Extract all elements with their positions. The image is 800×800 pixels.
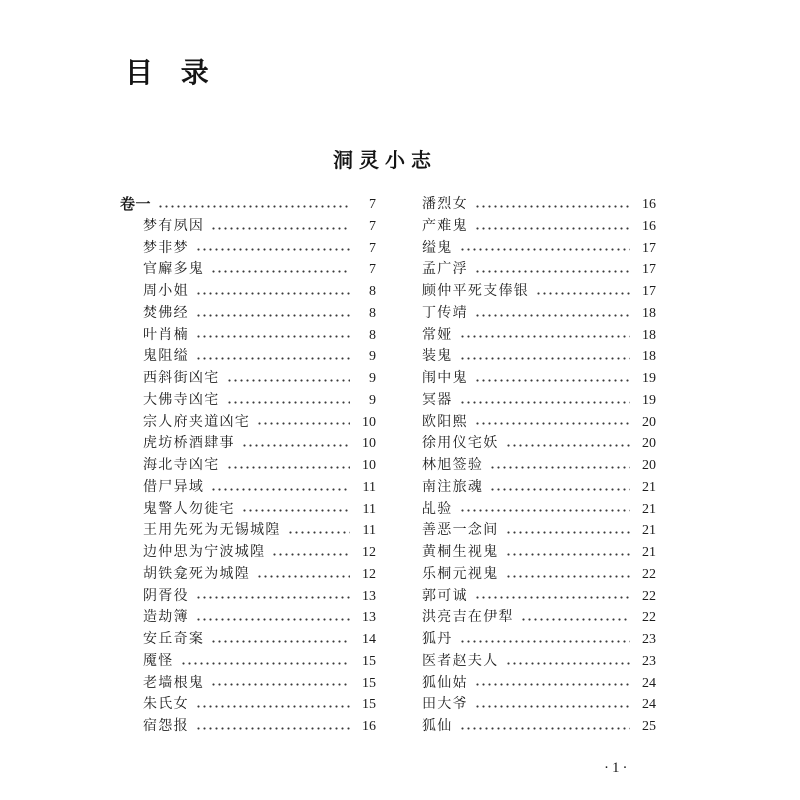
book-title: 洞灵小志 [333,148,437,172]
toc-entry-page: 18 [642,305,656,321]
toc-leader-dots [243,444,350,447]
toc-entry-title: 丁传靖 [422,305,468,321]
toc-entry [422,520,656,542]
toc-leader-dots [461,509,630,512]
toc-entry [422,629,656,651]
toc-entry [422,281,656,303]
toc-entry-page: 25 [642,719,656,734]
toc-entry [422,564,656,586]
toc-entry [120,325,376,347]
toc-entry [422,694,656,716]
toc-entry [422,651,656,673]
toc-entry-title: 官廨多鬼 [143,262,205,278]
toc-entry-title: 装鬼 [422,349,453,365]
toc-leader-dots [522,618,630,621]
toc-entry-title: 林旭签验 [422,458,484,473]
toc-entry [422,390,656,412]
toc-leader-dots [491,466,630,469]
toc-entry [120,259,376,281]
toc-leader-dots [197,248,350,251]
toc-entry-page: 21 [642,479,656,495]
toc-entry-title: 孟广浮 [422,262,468,278]
toc-leader-dots [212,270,350,273]
toc-leader-dots [461,335,630,338]
toc-entry [120,716,376,738]
toc-entry-title: 鬼阻缢 [143,349,189,365]
toc-entry-title: 造劫簿 [143,610,189,626]
toc-entry-page: 7 [369,262,376,278]
toc-leader-dots [228,379,351,382]
toc-leader-dots [476,683,630,686]
toc-entry-page: 20 [642,414,656,430]
toc-entry-title: 边仲思为宁波城隍 [143,545,266,560]
toc-entry [422,325,656,347]
toc-entry-title: 魇怪 [143,653,174,669]
toc-entry-page: 11 [362,501,376,517]
toc-entry [422,368,656,390]
toc-entry-page: 17 [642,262,656,278]
toc-entry [422,303,656,325]
toc-entry-title: 王用先死为无锡城隍 [143,523,281,539]
toc-entry-page: 11 [362,479,376,495]
toc-entry [120,346,376,368]
toc-entry-page: 17 [642,284,656,299]
toc-entry-title: 焚佛经 [143,305,189,321]
toc-entry-title: 借尸异域 [143,479,205,495]
toc-entry-title: 朱氏女 [143,697,189,713]
toc-entry-page: 9 [369,349,376,365]
toc-entry-page: 21 [642,501,656,517]
toc-leader-dots [461,640,630,643]
toc-entry [120,651,376,673]
toc-entry-title: 南注旅魂 [422,479,484,495]
toc-entry [120,412,376,434]
toc-entry-page: 10 [362,414,376,430]
toc-entry [422,433,656,455]
toc-leader-dots [476,705,630,708]
toc-entry [422,238,656,260]
toc-leader-dots [197,357,350,360]
toc-entry-page: 20 [642,458,656,473]
toc-entry-page: 15 [362,653,376,669]
toc-entry-title: 狐仙 [422,719,453,734]
toc-entry-title: 黄桐生视鬼 [422,545,499,560]
toc-entry-title: 欧阳熙 [422,414,468,430]
toc-entry-title: 大佛寺凶宅 [143,392,220,408]
toc-leader-dots [476,596,630,599]
toc-leader-dots [507,531,631,534]
toc-entry [422,216,656,238]
toc-leader-dots [258,422,350,425]
toc-leader-dots [507,662,631,665]
toc-entry-page: 24 [642,697,656,713]
toc-leader-dots [197,314,350,317]
toc-entry-title: 徐用仪宅妖 [422,436,499,452]
toc-entry-page: 18 [642,327,656,343]
toc-leader-dots [212,640,350,643]
toc-leader-dots [476,270,630,273]
toc-entry [120,586,376,608]
toc-leader-dots [507,553,631,556]
toc-leader-dots [228,466,351,469]
toc-entry-title: 郭可诚 [422,588,468,604]
toc-entry-page: 15 [362,697,376,713]
toc-entry [120,477,376,499]
toc-entry-page: 13 [362,610,376,626]
toc-entry [422,499,656,521]
toc-entry-page: 18 [642,349,656,365]
toc-entry-title: 虎坊桥酒肆事 [143,436,235,452]
toc-entry-page: 16 [642,197,656,212]
toc-entry [422,542,656,564]
toc-entry-page: 9 [369,371,376,386]
toc-leader-dots [197,596,350,599]
toc-leader-dots [212,488,350,491]
toc-column-right [422,194,656,738]
toc-entry-title: 老墙根鬼 [143,675,205,691]
toc-leader-dots [289,531,350,534]
toc-entry-title: 医者赵夫人 [422,653,499,669]
toc-leader-dots [197,335,350,338]
toc-entry-page: 21 [642,523,656,539]
toc-leader-dots [258,575,350,578]
toc-leader-dots [212,683,350,686]
toc-entry [422,607,656,629]
toc-entry [120,629,376,651]
toc-entry-title: 安丘奇案 [143,632,205,647]
toc-entry-page: 7 [369,240,376,256]
toc-entry-title: 洪亮吉在伊犁 [422,610,514,626]
page-number: ·1· [604,760,631,776]
toc-leader-dots [476,205,630,208]
toc-entry-page: 15 [362,675,376,691]
toc-leader-dots [197,292,350,295]
toc-entry [422,346,656,368]
toc-entry-page: 22 [642,610,656,626]
toc-leader-dots [159,205,350,208]
toc-leader-dots [476,379,630,382]
toc-entry-page: 10 [362,458,376,473]
toc-leader-dots [537,292,630,295]
toc-entry [120,238,376,260]
toc-entry-title: 宗人府夹道凶宅 [143,414,251,430]
toc-leader-dots [476,227,630,230]
toc-entry [422,673,656,695]
toc-entry-page: 22 [642,566,656,582]
toc-entry-title: 产难鬼 [422,218,468,234]
toc-volume-row [120,194,376,216]
toc-entry-page: 20 [642,436,656,452]
toc-heading: 目 录 [125,56,218,89]
toc-leader-dots [461,401,630,404]
toc-entry-page: 16 [642,218,656,234]
toc-entry [422,194,656,216]
toc-entry-title: 冥器 [422,392,453,408]
toc-leader-dots [476,422,630,425]
toc-entry-page: 23 [642,632,656,647]
toc-leader-dots [273,553,350,556]
toc-entry [120,694,376,716]
toc-entry-title: 海北寺凶宅 [143,458,220,473]
toc-entry-page: 9 [369,392,376,408]
toc-entry [422,716,656,738]
toc-entry-title: 顾仲平死支俸银 [422,284,530,299]
toc-entry-title: 周小姐 [143,284,189,299]
toc-leader-dots [507,575,631,578]
toc-entry-title: 善恶一念间 [422,523,499,539]
toc-entry [120,390,376,412]
toc-entry [422,586,656,608]
toc-entry-title: 潘烈女 [422,197,468,212]
toc-entry-title: 阴胥役 [143,588,189,604]
toc-volume-page: 7 [369,197,376,212]
toc-entry-title: 西斜街凶宅 [143,371,220,386]
toc-entry-title: 常娅 [422,327,453,343]
toc-entry [120,564,376,586]
toc-entry-page: 21 [642,545,656,560]
toc-entry-title: 乐桐元视鬼 [422,566,499,582]
toc-leader-dots [197,705,350,708]
toc-entry-page: 17 [642,240,656,256]
toc-entry [120,368,376,390]
toc-entry [422,412,656,434]
toc-entry-page: 19 [642,392,656,408]
toc-entry-page: 24 [642,675,656,691]
toc-entry-page: 13 [362,588,376,604]
toc-entry [120,607,376,629]
toc-entry-page: 23 [642,653,656,669]
toc-entry-page: 10 [362,436,376,452]
toc-entry [120,216,376,238]
toc-leader-dots [461,248,630,251]
toc-entry [120,499,376,521]
toc-entry-page: 12 [362,566,376,582]
toc-entry-page: 8 [369,284,376,299]
toc-entry [120,673,376,695]
toc-entry-title: 闱中鬼 [422,371,468,386]
toc-leader-dots [197,618,350,621]
toc-entry-title: 乩验 [422,501,453,517]
toc-entry-page: 11 [362,523,376,539]
toc-entry-title: 宿怨报 [143,719,189,734]
toc-entry-title: 田大爷 [422,697,468,713]
toc-entry-page: 16 [362,719,376,734]
toc-entry-title: 鬼警人勿徙宅 [143,501,235,517]
toc-leader-dots [182,662,350,665]
toc-leader-dots [491,488,630,491]
toc-entry [120,303,376,325]
toc-leader-dots [476,314,630,317]
toc-entry-title: 缢鬼 [422,240,453,256]
toc-leader-dots [461,357,630,360]
toc-entry [120,281,376,303]
toc-volume-title: 卷一 [120,195,152,213]
toc-entry-page: 12 [362,545,376,560]
toc-entry [120,542,376,564]
toc-leader-dots [197,727,350,730]
toc-entry [422,477,656,499]
toc-entry-title: 梦有夙因 [143,218,205,234]
toc-entry [422,455,656,477]
toc-entry-page: 22 [642,588,656,604]
toc-leader-dots [228,401,351,404]
toc-entry-title: 胡铁龛死为城隍 [143,566,251,582]
toc-entry-title: 狐仙姑 [422,675,468,691]
toc-entry-page: 8 [369,327,376,343]
toc-entry-title: 叶肖楠 [143,327,189,343]
toc-entry [422,259,656,281]
toc-leader-dots [461,727,630,730]
toc-entry-page: 8 [369,305,376,321]
toc-entry-title: 梦非梦 [143,240,189,256]
toc-leader-dots [507,444,631,447]
toc-entry [120,433,376,455]
toc-entry [120,520,376,542]
toc-leader-dots [212,227,350,230]
toc-column-left [120,194,376,738]
toc-leader-dots [243,509,350,512]
toc-entry-page: 19 [642,371,656,386]
toc-entry [120,455,376,477]
toc-entry-title: 狐丹 [422,632,453,647]
toc-entry-page: 7 [369,218,376,234]
toc-entry-page: 14 [362,632,376,647]
